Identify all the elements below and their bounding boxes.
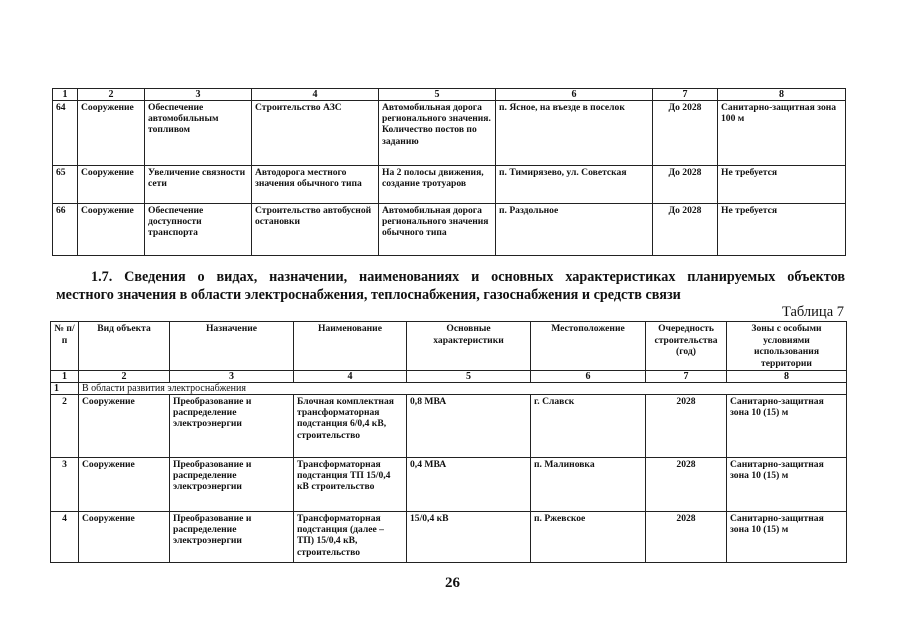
object-type: Сооружение [79,395,170,458]
name: Трансформаторная подстанция (далее – ТП) 15/0,4 кВ, строительство [294,512,407,563]
table-row [51,512,847,563]
location: п. Ржевское [531,512,646,563]
column-number: 7 [653,89,718,101]
object-type: Сооружение [79,512,170,563]
column-number: 2 [78,89,145,101]
column-header-number: № п/п [51,322,79,371]
column-header-zones: Зоны с особыми условиями использования территории [727,322,847,371]
column-number-row [51,371,847,383]
characteristics: 0,8 МВА [407,395,531,458]
column-number: 8 [718,89,846,101]
location: п. Малиновка [531,458,646,512]
name: Строительство АЗС [252,101,379,166]
section-heading [56,268,845,304]
column-number: 7 [646,371,727,383]
location: п. Тимирязево, ул. Советская [496,166,653,204]
column-number: 3 [145,89,252,101]
column-header-name: Наименование [294,322,407,371]
restricted-zone: Санитарно-защитная зона 10 (15) м [727,458,847,512]
row-number: 4 [51,512,79,563]
characteristics: 0,4 МВА [407,458,531,512]
column-number: 2 [79,371,170,383]
name: Автодорога местного значения обычного типа [252,166,379,204]
transport-objects-table [52,88,846,256]
row-number: 3 [51,458,79,512]
section-row [51,383,847,395]
table-row [51,395,847,458]
column-number-row [53,89,846,101]
row-number: 66 [53,204,78,256]
table-row [51,458,847,512]
name: Строительство автобусной остановки [252,204,379,256]
column-number: 6 [496,89,653,101]
construction-year: 2028 [646,458,727,512]
name: Блочная комплектная трансформаторная подстанция 6/0,4 кВ, строительство [294,395,407,458]
purpose: Преобразование и распределение электроэнергии [170,512,294,563]
row-number: 2 [51,395,79,458]
name: Трансформаторная подстанция ТП 15/0,4 кВ строительство [294,458,407,512]
location: г. Славск [531,395,646,458]
restricted-zone: Не требуется [718,166,846,204]
object-type: Сооружение [79,458,170,512]
restricted-zone: Санитарно-защитная зона 100 м [718,101,846,166]
section-heading-line-1: 1.7. Сведения о видах, назначении, наименованиях и основных характеристиках планируемых объектов [91,269,845,285]
object-type: Сооружение [78,166,145,204]
table-7 [50,321,847,563]
restricted-zone: Не требуется [718,204,846,256]
table-label: Таблица 7 [781,304,844,320]
page-number: 26 [445,575,460,591]
column-header-purpose: Назначение [170,322,294,371]
column-number: 8 [727,371,847,383]
construction-year: 2028 [646,395,727,458]
column-header-year: Очередность строительства (год) [646,322,727,371]
column-number: 1 [53,89,78,101]
construction-year: До 2028 [653,204,718,256]
column-number: 5 [379,89,496,101]
section-number: 1 [51,383,79,395]
column-number: 4 [252,89,379,101]
column-number: 1 [51,371,79,383]
location: п. Раздольное [496,204,653,256]
purpose: Преобразование и распределение электроэнергии [170,395,294,458]
object-type: Сооружение [78,101,145,166]
restricted-zone: Санитарно-защитная зона 10 (15) м [727,395,847,458]
row-number: 64 [53,101,78,166]
characteristics: На 2 полосы движения, создание тротуаров [379,166,496,204]
characteristics: 15/0,4 кВ [407,512,531,563]
column-number: 6 [531,371,646,383]
purpose: Увеличение связности сети [145,166,252,204]
column-header-type: Вид объекта [79,322,170,371]
header-row [51,322,847,371]
table-row [53,101,846,166]
section-title: В области развития электроснабжения [79,383,847,395]
construction-year: До 2028 [653,166,718,204]
table-row [53,204,846,256]
restricted-zone: Санитарно-защитная зона 10 (15) м [727,512,847,563]
row-number: 65 [53,166,78,204]
purpose: Обеспечение доступности транспорта [145,204,252,256]
characteristics: Автомобильная дорога регионального значения обычного типа [379,204,496,256]
column-number: 5 [407,371,531,383]
table-row [53,166,846,204]
section-heading-line-2: местного значения в области электроснабжения, теплоснабжения, газоснабжения и средств связи [56,287,681,303]
column-number: 4 [294,371,407,383]
characteristics: Автомобильная дорога регионального значения. Количество постов по заданию [379,101,496,166]
column-number: 3 [170,371,294,383]
column-header-characteristics: Основные характеристики [407,322,531,371]
column-header-location: Местоположение [531,322,646,371]
object-type: Сооружение [78,204,145,256]
purpose: Преобразование и распределение электроэнергии [170,458,294,512]
construction-year: До 2028 [653,101,718,166]
purpose: Обеспечение автомобильным топливом [145,101,252,166]
construction-year: 2028 [646,512,727,563]
location: п. Ясное, на въезде в поселок [496,101,653,166]
